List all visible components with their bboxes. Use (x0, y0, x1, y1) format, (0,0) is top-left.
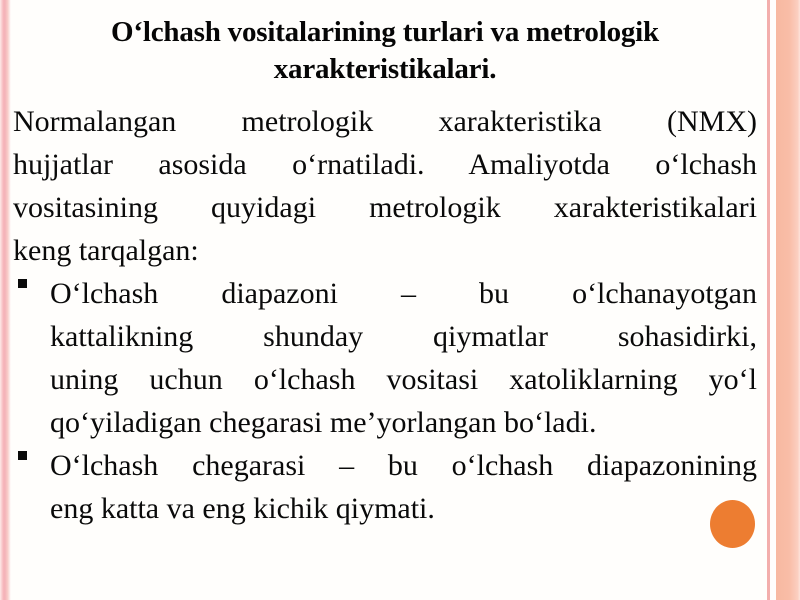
slide-content (13, 14, 757, 530)
paragraph-line: Normalangan metrologik xarakteristika (NMX) (13, 105, 757, 138)
bullet-line: uning uchun o‘lchash vositasi xatoliklarning yo‘l (50, 363, 757, 396)
square-bullet-icon (18, 279, 27, 288)
bullet-item-diapazon (13, 272, 757, 444)
paragraph-line: keng tarqalgan: (13, 234, 199, 267)
left-border-stripe (0, 0, 11, 600)
right-border-line (767, 0, 770, 600)
bullet-line: kattalikning shunday qiymatlar sohasidirki, (50, 320, 757, 353)
orange-accent-circle (710, 500, 755, 548)
slide-title: O‘lchash vositalarining turlari va metrologik xarakteristikalari. (111, 16, 659, 85)
square-bullet-icon (18, 451, 27, 460)
bullet-item-chegara (13, 444, 757, 530)
paragraph-line: vositasining quyidagi metrologik xarakteristikalari (13, 191, 757, 224)
bullet-line: eng katta va eng kichik qiymati. (50, 492, 435, 525)
bullet-line: O‘lchash diapazoni – bu o‘lchanayotgan (50, 277, 757, 310)
bullet-line: O‘lchash chegarasi – bu o‘lchash diapazonining (50, 449, 757, 482)
intro-paragraph (13, 100, 757, 272)
right-border-band (776, 0, 800, 600)
bullet-line: qo‘yiladigan chegarasi me’yorlangan bo‘ladi. (50, 406, 597, 439)
bullet-list (13, 272, 757, 530)
paragraph-line: hujjatlar asosida o‘rnatiladi. Amaliyotda o‘lchash (13, 148, 757, 181)
